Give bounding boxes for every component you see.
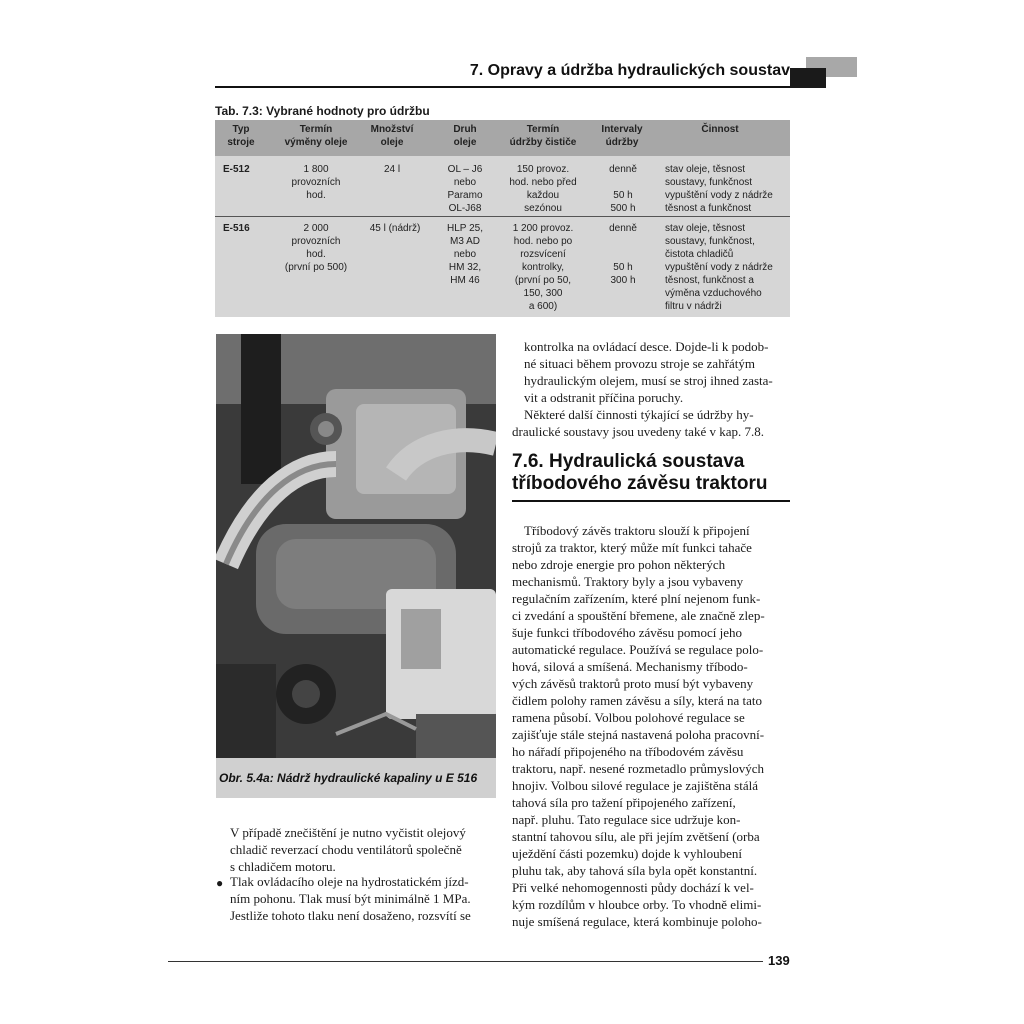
th-intervaly: Intervaly údržby xyxy=(601,124,643,148)
row1-termin: 1 800 provozních hod. xyxy=(291,164,341,201)
engine-tank-photo xyxy=(216,334,496,758)
row1-cinnost: stav oleje, těsnost soustavy, funkčnost vypuštění vody z nádrže těsnost a funkčnost xyxy=(665,164,773,214)
row2-cistic: 1 200 provoz. hod. nebo po rozsvícení kontrolky, (první po 50, 150, 300 a 600) xyxy=(512,223,574,312)
row1-druh: OL – J6 nebo Paramo OL-J68 xyxy=(447,164,483,214)
row1-cistic: 150 provoz. hod. nebo před každou sezónou xyxy=(509,164,577,214)
row1-intervaly: denně 50 h 500 h xyxy=(609,164,637,214)
bullet-marker: ● xyxy=(216,876,224,890)
left-paragraph: V případě znečištění je nutno vyčistit olejový chladič reverzací chodu ventilátorů společně s chladičem motoru. xyxy=(230,825,466,874)
page-number: 139 xyxy=(768,953,790,968)
header-rule xyxy=(215,86,790,88)
row2-termin: 2 000 provozních hod. (první po 500) xyxy=(284,223,348,273)
figure-caption: Obr. 5.4a: Nádrž hydraulické kapaliny u E 516 xyxy=(219,771,478,785)
row2-mnozstvi: 45 l (nádrž) xyxy=(369,223,421,234)
th-typ: Typ stroje xyxy=(227,124,255,148)
right-paragraph-2: Některé další činnosti týkající se údržby hy- draulické soustavy jsou uvedeny také v kap. 7.8. xyxy=(512,407,764,439)
table-header-row xyxy=(215,120,790,156)
section-rule xyxy=(512,500,790,502)
row2-cinnost: stav oleje, těsnost soustavy, funkčnost, čistota chladičů vypuštění vody z nádrže těsnost, funkčnost a výměna vzduchového filtru v nádrži xyxy=(665,223,773,312)
maintenance-table xyxy=(215,120,790,317)
th-termin-cistice: Termín údržby čističe xyxy=(509,124,577,148)
row1-typ: E-512 xyxy=(223,164,250,175)
left-bullet-paragraph: Tlak ovládacího oleje na hydrostatickém jízd- ním pohonu. Tlak musí být minimálně 1 MPa. Jestliže tohoto tlaku není dosaženo, rozsvítí se xyxy=(230,874,471,923)
row2-typ: E-516 xyxy=(223,223,250,234)
th-mnozstvi: Množství oleje xyxy=(370,124,414,148)
photo-illustration xyxy=(216,334,496,758)
table-row-divider xyxy=(215,216,790,217)
right-paragraph-1: kontrolka na ovládací desce. Dojde-li k podob- né situaci během provozu stroje se zahřátým hydraulickým olejem, musí se stroj ihned zasta- vit a odstranit příčina poruchy. xyxy=(524,339,773,405)
row2-druh: HLP 25, M3 AD nebo HM 32, HM 46 xyxy=(447,223,483,286)
chapter-header-title: 7. Opravy a údržba hydraulických soustav xyxy=(469,62,790,79)
right-paragraph-3: Tříbodový závěs traktoru slouží k připojení strojů za traktor, který může mít funkci tahače nebo zdroje energie pro pohon některých mechanismů. Traktory byly a jsou vybaveny regulačním zařízením, které plní nejenom funk- ci zvedání a spouštění břemene, ale značně zlep- šuje funkci tříbodového závěsu pomocí jeho automatické regulace. Používá se regulace polo- hová, silová a smíšená. Mechanismy tříbodo- vých závěsů traktorů proto musí být vybaveny čidlem polohy ramen závěsu a síly, která na tato ramena působí. Volbou polohové regulace se zajišťuje stále stejná nastavená poloha pracovní- ho nářadí připojeného na tříbodovém závěsu traktoru, např. nesené rozmetadlo průmyslových hnojiv. Volbou silové regulace je zajištěna stálá tahová síla pro tažení připojeného zařízení, např. pluhu. Tato regulace sice udržuje kon- stantní tahovou sílu, ale při jejím zvětšení (orba uježdění části pozemku) dojde k vyhloubení pluhu tak, aby tahová síla byla opět konstantní. Při velké nehomogennosti půdy dochází k vel- kým rozdílům v hloubce orby. To vhodně elimi- nuje smíšená regulace, která kombinuje poloho- xyxy=(512,523,765,929)
th-cinnost: Činnost xyxy=(701,124,739,135)
th-druh: Druh oleje xyxy=(453,124,477,148)
row1-mnozstvi: 24 l xyxy=(383,164,401,175)
row2-intervaly: denně 50 h 300 h xyxy=(609,223,637,286)
table-caption: Tab. 7.3: Vybrané hodnoty pro údržbu xyxy=(215,104,430,118)
section-heading: 7.6. Hydraulická soustava tříbodového závěsu traktoru xyxy=(512,451,768,494)
header-decor-black xyxy=(790,68,826,88)
footer-rule xyxy=(168,961,763,962)
th-termin-vymeny: Termín výměny oleje xyxy=(284,124,348,148)
